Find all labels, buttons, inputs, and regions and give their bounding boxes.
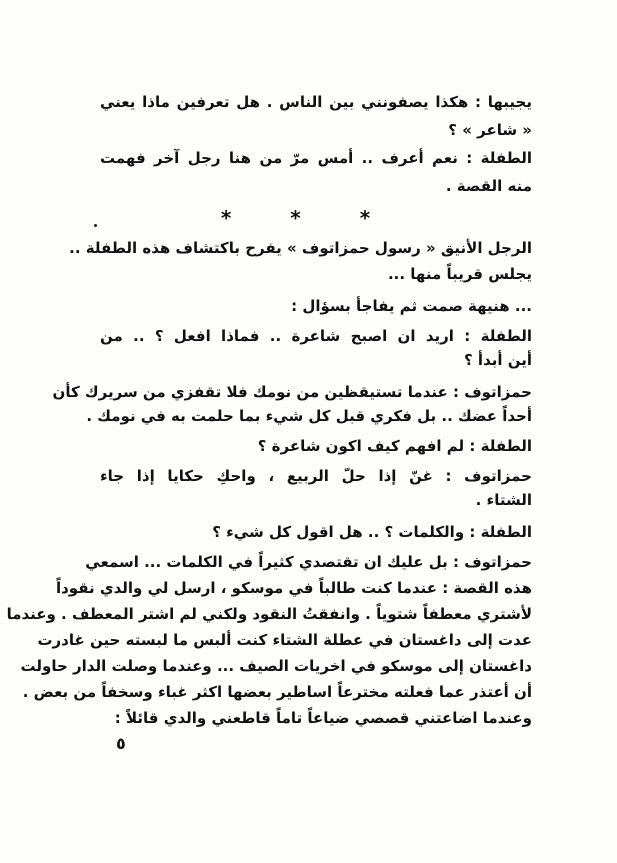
text-line: أن أعتذر عما فعلته مخترعاً اساطير بعضها اكثر غباء وسخفاً من بعض .	[22, 683, 532, 701]
text-line: حمزاتوف : بل عليك ان تقتصدي كثيراً في الكلمات ... اسمعي	[85, 553, 532, 571]
text-block-main	[6, 234, 532, 734]
text-line: الطفلة : اريد ان اصبح شاعرة .. فماذا افعل ؟ .. من	[100, 327, 532, 345]
text-line: « شاعر » ؟	[448, 121, 532, 139]
text-line: الشتاء .	[475, 491, 532, 509]
text-line: أين أبدأ ؟	[464, 351, 532, 369]
text-line: يجيبها : هكذا يصفونني بين الناس . هل تعرفين ماذا يعني	[100, 93, 532, 111]
text-line: يجلس قريباً منها ...	[387, 265, 532, 283]
text-line: عدت إلى داغستان في عطلة الشتاء كنت ألبس ما لبسته حين غادرت	[37, 631, 532, 649]
text-block-top	[100, 88, 532, 208]
text-line: هذه القصة : عندما كنت طالباً في موسكو ، ارسل لي والدي نقوداً	[55, 579, 532, 597]
text-line: حمزاتوف : غنّ إذا حلّ الربيع ، واحكِ حكايا إذا جاء	[100, 467, 532, 485]
section-separator: * * *	[220, 206, 397, 230]
text-line: الطفلة : نعم أعرف .. أمس مرّ من هنا رجل آخر فهمت	[100, 149, 532, 167]
text-line: لأشتري معطفاً شتوياً . وانفقتُ النقود ولكني لم اشتر المعطف . وعندما	[6, 605, 532, 623]
text-line: ... هنيهة صمت ثم يفاجأ بسؤال :	[291, 297, 532, 315]
text-line: الطفلة : والكلمات ؟ .. هل اقول كل شيء ؟	[212, 523, 532, 541]
text-line: الرجل الأنيق « رسول حمزاتوف » يفرح باكتشاف هذه الطفلة ..	[69, 239, 532, 257]
text-line: أحداً عضك .. بل فكري قبل كل شيء بما حلمت به في نومك .	[86, 407, 532, 425]
text-line: وعندما اضاعتني قصصي ضياعاً تاماً قاطعني والدي قائلاً :	[114, 709, 532, 727]
page-number: ٥	[116, 734, 126, 753]
text-line: منه القصة .	[445, 177, 532, 195]
text-line: حمزاتوف : عندما تستيقظين من نومك فلا تقفزي من سريرك كأن	[52, 383, 532, 401]
text-line: داغستان إلى موسكو في اخريات الصيف ... وعندما وصلت الدار حاولت	[20, 657, 532, 675]
text-line: الطفلة : لم افهم كيف اكون شاعرة ؟	[257, 437, 532, 455]
